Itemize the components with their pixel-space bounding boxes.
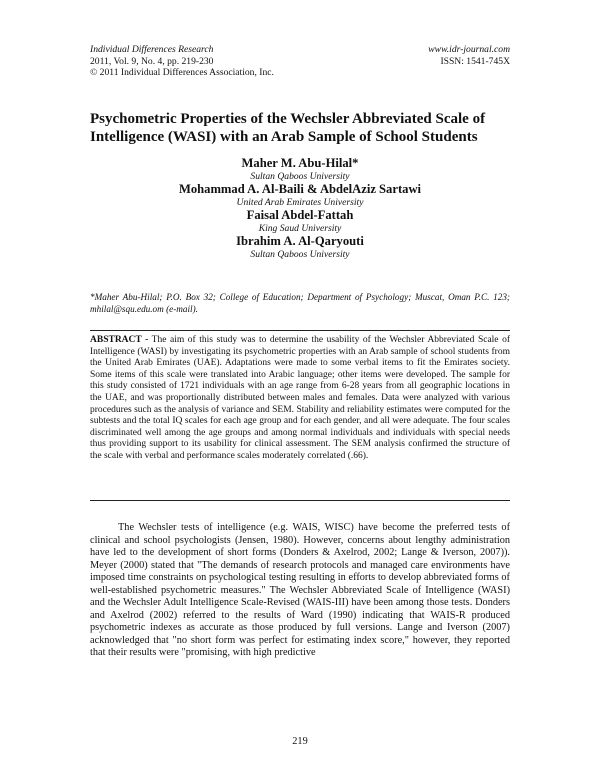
journal-name: Individual Differences Research <box>90 44 214 55</box>
correspondence-note: *Maher Abu-Hilal; P.O. Box 32; College of Education; Department of Psychology; Muscat, Oman P.C. 123; mhilal@squ.edu.om (e-mail). <box>90 292 510 314</box>
author-name: Maher M. Abu-Hilal* <box>241 156 359 170</box>
journal-header-right <box>428 44 510 67</box>
paper-title: Psychometric Properties of the Wechsler Abbreviated Scale of Intelligence (WASI) with an Arab Sample of School Students <box>90 111 486 145</box>
journal-header-left <box>90 44 274 79</box>
page-number: 219 <box>292 736 308 747</box>
author-name: Ibrahim A. Al-Qaryouti <box>236 234 364 248</box>
author-block <box>90 156 510 260</box>
author-affiliation: Sultan Qaboos University <box>250 248 350 260</box>
abstract-bottom-rule <box>90 500 510 501</box>
author-name: Mohammad A. Al-Baili & AbdelAziz Sartawi <box>178 182 422 196</box>
journal-copyright: © 2011 Individual Differences Association, Inc. <box>90 67 274 78</box>
body-paragraph: The Wechsler tests of intelligence (e.g. WAIS, WISC) have become the preferred tests of clinical and school psychologists (Jensen, 1980). However, concerns about lengthy administration have led to the development of short forms (Donders & Axelrod, 2002; Lange & Iverson, 2007)). Meyer (2000) stated that "The demands of research protocols and managed care environments have imposed time constraints on psychological testing resulting in efforts to develop abbreviated forms of well-established psychometric measures." The Wechsler Abbreviated Scale of Intelligence (WASI) and the Wechsler Adult Intelligence Scale-Revised (WAIS-III) have been among those tests. Donders and Axelrod (2002) referred to the results of Ward (1990) indicating that WAIS-R produced psychometric indexes as accurate as those produced by full versions. Lange and Iverson (2007) acknowledged that "no short form was perfect for estimating index score," however, they reported that their results were "promising, with high predictive <box>90 522 510 658</box>
abstract-text: The aim of this study was to determine the usability of the Wechsler Abbreviated Scale of Intelligence (WASI) by investigating its psychometric properties with an Arab sample of school students from the United Arab Emirates (UAE). Adaptations were made to some verbal items to fit the Emirates society. Some items of this scale were translated into Arabic language; other items were developed. The sample for this study consisted of 1721 individuals with an age range from 6-28 years from all geographic locations in the UAE, and was proportionally distributed between males and females. Data were analyzed with various procedures such as the analysis of variance and SEM. Stability and reliability estimates were computed for the subtests and the total IQ scales for each age group and for each gender, and all were adequate. The four scales discriminated well among the age groups and among normal individuals and individuals with special needs thus providing support to its usability for clinical assessment. The SEM analysis confirmed the structure of the scale with verbal and performance scales moderately correlated (.66). <box>90 335 510 461</box>
author-affiliation: King Saud University <box>258 222 342 234</box>
abstract-block <box>90 335 510 463</box>
journal-website[interactable]: www.idr-journal.com <box>428 44 510 55</box>
abstract-heading: ABSTRACT - <box>90 335 149 345</box>
abstract-top-rule <box>90 330 510 331</box>
author-affiliation: Sultan Qaboos University <box>250 170 350 182</box>
author-affiliation: United Arab Emirates University <box>236 196 364 208</box>
author-name: Faisal Abdel-Fattah <box>246 208 354 222</box>
journal-issn: ISSN: 1541-745X <box>440 55 510 67</box>
journal-volume: 2011, Vol. 9, No. 4, pp. 219-230 <box>90 55 214 67</box>
